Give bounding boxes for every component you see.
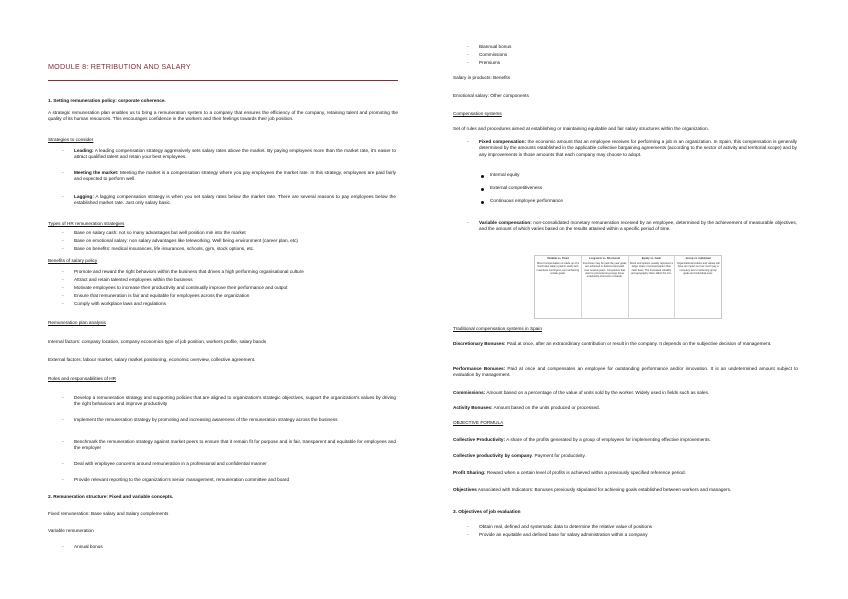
- dash-bullet: -: [467, 60, 469, 65]
- traditional-systems-heading: Traditional compensation systems in Spain: [453, 326, 542, 331]
- discretionary-bonuses: Discretionary Bonuses: Paid at once, after an extraordinary contribution or result in the company. It depends on the subjective decision of management.: [453, 341, 772, 346]
- dash-bullet: -: [62, 230, 64, 235]
- roles-item: Benchmark the remuneration strategy against market peers to ensure that it remain fit for purpose and is fair, transparent and equitable for employees and the employer: [74, 439, 396, 451]
- bonus-item: Premiums: [479, 60, 501, 65]
- strategy-lagging: Lagging: A lagging compensation strategy is when you set salary rates below the market rate. There are several reasons to pay employees below the established market rate. Just only salary basic.: [74, 194, 396, 206]
- internal-factors: Internal factors: company location, company economics type of job position, workers profile, salary bands: [48, 339, 267, 344]
- objectives-indicators: Objectives Associated with Indicators: Bonuses previously stipulated for achieving goals established between workers and managers.: [453, 487, 732, 492]
- table-header: Variable vs. Fixed: [546, 257, 569, 260]
- dash-bullet: -: [62, 293, 64, 298]
- types-item: Base on benefits: medical insurances, life insurances, schools, gym, stock options, etc.: [74, 246, 255, 251]
- bullet-dot: [481, 188, 484, 191]
- types-heading: Types of HR remuneration strategies: [48, 221, 125, 226]
- table-header: Group vs. Individual: [685, 257, 711, 260]
- bonus-item: Commissions: [479, 52, 508, 57]
- collective-productivity: Collective Productivity: A share of the profits generated by a group of employees for implementing effective improvements.: [453, 437, 711, 442]
- variable-compensation: Variable compensation: non-consolidated monetary remuneration received by an employee, determined by the achievement of measurable objectives, and the amount of which varies based on the results attained within a specific period of time.: [479, 220, 797, 232]
- roles-item: Deal with employee concerns around remuneration in a professional and confidential manner: [74, 461, 267, 466]
- external-factors: External factors: labour market, salary market positioning, economic overview, collective agreement.: [48, 357, 256, 362]
- dash-bullet: -: [467, 139, 469, 144]
- section-1-paragraph: A strategic remuneration plan enables us to bring a remuneration system to a company that ensures the efficiency of the company, retaining talent and promoting the quality of its human resources. This encourages confidence in the workers and their feelings towards their job position.: [48, 110, 398, 122]
- dash-bullet: -: [62, 461, 64, 466]
- equity-item: Continuous employee performance: [490, 198, 563, 203]
- activity-bonuses: Activity Bonuses: Amount based on the units produced or processed.: [453, 405, 600, 410]
- dash-bullet: -: [62, 285, 64, 290]
- benefits-item: Ensure that remuneration is fair and equitable for employees across the organization: [74, 293, 250, 298]
- table-column: [629, 256, 676, 318]
- dash-bullet: -: [62, 170, 64, 175]
- dash-bullet: -: [62, 477, 64, 482]
- dash-bullet: -: [62, 544, 64, 549]
- performance-bonuses: Performance Bonuses: Paid at once and compensates an employee for outstanding performance and/or innovation. It is an undetermined amount subject to evaluation by management.: [453, 366, 798, 378]
- bullet-dot: [481, 201, 484, 204]
- objective-item: Provide an equitable and defined base for salary administration within a company: [479, 532, 648, 537]
- analysis-heading: Remuneration plan analysis: [48, 320, 106, 325]
- emotional-salary: Emotional salary: Other components: [453, 93, 529, 98]
- roles-item: Provide relevant reporting to the organization's senior management, remuneration committee and board: [74, 477, 290, 482]
- table-column: [582, 256, 629, 318]
- roles-item: Implement the remuneration strategy by promoting and increasing awareness of the remuneration strategy across the business: [74, 417, 338, 422]
- compensation-systems-heading: Compensation systems: [453, 111, 502, 116]
- types-item: Base on salary cash: not so many advantages but well position min into the market: [74, 230, 246, 235]
- dash-bullet: -: [62, 277, 64, 282]
- compensation-comparison-table: [534, 255, 722, 319]
- variable-remuneration: Variable remuneration: [48, 528, 94, 533]
- objective-formula-heading: OBJECTIVE FORMULA: [453, 420, 504, 425]
- page-title: MODULE 8: RETRIBUTION AND SALARY: [48, 62, 191, 71]
- equity-item: External competitiveness: [490, 185, 543, 190]
- roles-heading: Roles and responsabilities of HR: [48, 376, 117, 381]
- types-item: Base on emotional salary: non salary advantages like teleworking. Well being environment (career plan, etc): [74, 238, 298, 243]
- benefits-item: Promote and reward the right behaviors within the business that drives a high performing organisational culture: [74, 269, 304, 274]
- dash-bullet: -: [62, 238, 64, 243]
- commissions: Commissions: Amount based on a percentage of the value of units sold by the worker. Widely used in fields such as sales.: [453, 390, 710, 395]
- benefits-item: Motivate employees to increase their productivity and continually improve their performance and output: [74, 285, 288, 290]
- dash-bullet: -: [62, 439, 64, 444]
- dash-bullet: -: [467, 220, 469, 225]
- dash-bullet: -: [467, 532, 469, 537]
- benefits-heading: Benefits of salary policy: [48, 258, 98, 263]
- compensation-systems-paragraph: Set of rules and procedures aimed at establishing or maintaining equitable and fair salary structures within the organization.: [453, 126, 709, 131]
- section-1-heading: 1. Setting remuneration policy: corporate coherence.: [48, 98, 166, 103]
- dash-bullet: -: [467, 52, 469, 57]
- dash-bullet: -: [62, 417, 64, 422]
- fixed-remuneration: Fixed remuneration: Base salary and Salary complements: [48, 511, 169, 516]
- dash-bullet: -: [62, 148, 64, 153]
- table-cell: Direct compensation is made up of a fixed base salary (paid in cash) with incentives contingent upon achieving certain goals.: [536, 262, 580, 275]
- salary-in-products: Salary in products: Benefits: [453, 75, 511, 80]
- section-2-heading: 2. Remuneration structure: Fixed and variable concepts.: [48, 494, 174, 499]
- table-header: Equity vs. Cash: [641, 257, 662, 260]
- dash-bullet: -: [62, 301, 64, 306]
- fixed-compensation: Fixed compensation: the economic amount that an employee receives for performing a job in an organization. In Spain, this compensation is generally determined by the amounts established in the applicable collective bargaining agreements (according to the sector of activity and territorial scope) and by any improvements in those amounts that each company may choose to adopt.: [479, 139, 797, 157]
- dash-bullet: -: [467, 524, 469, 529]
- bonus-item: Biannual bonus: [479, 44, 512, 49]
- bullet-dot: [481, 175, 484, 178]
- table-cell: Incentives may be paid the year goals are achieved or deferred and paid over several years. Companies that want to promote long-range focus emphasize short-term rewards.: [582, 262, 627, 279]
- dash-bullet: -: [467, 44, 469, 49]
- dash-bullet: -: [62, 269, 64, 274]
- strategies-heading: Strategies to consider: [48, 137, 94, 142]
- table-header: Long-term vs. Short-term: [589, 257, 621, 260]
- annual-bonus: Annual bonus: [74, 544, 103, 549]
- strategy-leading: Leading: A leading compensation strategy aggressively sets salary rates above the market. By paying employees more than the market rate, it's easier to attract qualified talent and retain your best employees.: [74, 148, 396, 160]
- table-cell: Stock and options usually represent a larger share of compensation than cash does. The increased volatility and geography often affect the mix.: [629, 262, 673, 275]
- collective-productivity-company: Collective productivity by company. Payment for productivity.: [453, 453, 586, 458]
- objective-item: Obtain real, defined and systematic data to determine the relative value of positions: [479, 524, 653, 529]
- equity-item: Internal equity: [490, 172, 520, 177]
- profit-sharing: Profit Sharing: Reward when a certain level of profits is achieved within a previously specified reference period.: [453, 470, 686, 475]
- table-column: [675, 256, 721, 318]
- title-rule: [48, 80, 398, 81]
- dash-bullet: -: [62, 395, 64, 400]
- benefits-item: Comply with workplace laws and regulations: [74, 301, 166, 306]
- roles-item: Develop a remuneration strategy and supporting policies that are aligned to organization's strategic objectives, support the organization's values by driving the right behaviours and improve productivity: [74, 395, 396, 407]
- section-3-heading: 3. Objectives of job evaluation: [453, 509, 521, 514]
- dash-bullet: -: [62, 194, 64, 199]
- strategy-meeting: Meeting the market: Meeting the market is a compensation strategy where you pay employees the market rate. In this strategy, employees are paid fairly and expected to perform well.: [74, 170, 396, 182]
- dash-bullet: -: [62, 246, 64, 251]
- table-column: [535, 256, 582, 318]
- benefits-item: Attract and retain talented employees within the business: [74, 277, 193, 282]
- table-cell: Organizational culture and values will have an impact on how much pay a company ties to achieving group goals and individual ones.: [676, 262, 720, 275]
